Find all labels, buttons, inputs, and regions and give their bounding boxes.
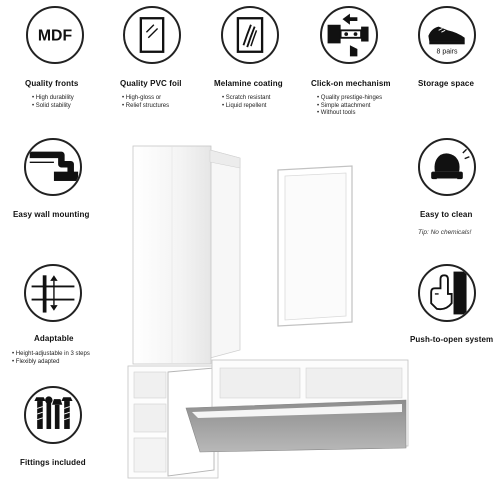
bullet-item: • Height-adjustable in 3 steps [12, 351, 90, 359]
bullet-item: • High durability [32, 95, 74, 103]
mdf-icon-text: MDF [37, 27, 73, 45]
wall-board [186, 360, 408, 452]
fittings-title: Fittings included [20, 458, 86, 467]
bullet-item: • Solid stability [32, 103, 74, 111]
quality-fronts-title: Quality fronts [25, 79, 79, 88]
bullet-item: • Scratch resistant [222, 95, 270, 103]
easy-clean-tip: Tip: No chemicals! [418, 229, 472, 236]
adaptable-title: Adaptable [34, 334, 74, 343]
wall-mounting-title: Easy wall mounting [13, 210, 90, 219]
storage-title: Storage space [418, 79, 474, 88]
push-to-open-title: Push-to-open system [410, 335, 494, 344]
bullet-item: • Liquid repellent [222, 103, 270, 111]
click-on-title: Click-on mechanism [311, 79, 391, 88]
melamine-title: Melamine coating [214, 79, 283, 88]
pvc-foil-title: Quality PVC foil [120, 79, 182, 88]
bullet-item: • High-gloss or [122, 95, 169, 103]
wardrobe-cabinet [133, 146, 240, 364]
bullet-item: • Flexibly adapted [12, 359, 90, 367]
bullet-item: • Quality prestige-hinges [317, 95, 382, 103]
bullet-item: • Relief structures [122, 103, 169, 111]
easy-clean-title: Easy to clean [420, 210, 473, 219]
wall-mirror [278, 166, 352, 326]
bullet-item: • Simple attachment [317, 103, 382, 111]
bullet-item: • Without tools [317, 110, 382, 118]
shoe-icon-text: 8 pairs [436, 48, 458, 56]
